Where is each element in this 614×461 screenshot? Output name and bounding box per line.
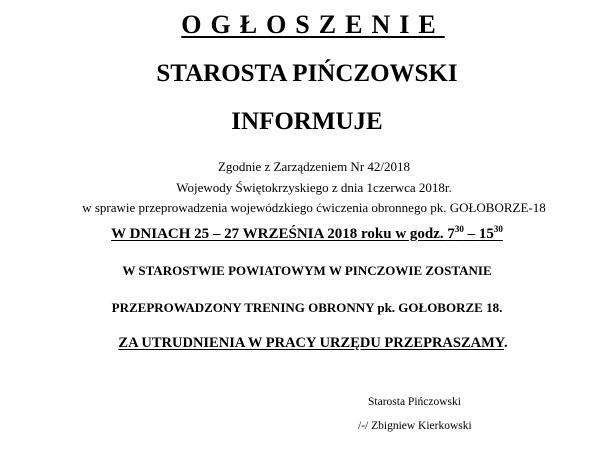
notice-line-1: W STAROSTWIE POWIATOWYM W PINCZOWIE ZOSTANIE bbox=[122, 263, 492, 278]
apology-line bbox=[6, 335, 614, 352]
announcement-heading: OGŁOSZENIE bbox=[181, 10, 445, 39]
start-hour: 7 bbox=[447, 226, 455, 242]
notice-line-2: PRZEPROWADZONY TRENING OBRONNY pk. GOŁOBORZE 18. bbox=[111, 300, 503, 315]
announcement-heading-block bbox=[0, 10, 614, 40]
schedule-text: W DNIACH 25 – 27 WRZEŚNIA 2018 roku w godz. bbox=[111, 226, 448, 242]
signature-title: Starosta Pińczowski bbox=[368, 396, 461, 408]
apology-period: . bbox=[503, 335, 508, 351]
end-hour: 15 bbox=[478, 226, 494, 242]
reference-line-3: w sprawie przeprowadzenia wojewódzkiego ćwiczenia obronnego pk. GOŁOBORZE-18 bbox=[82, 200, 546, 215]
informs-title: INFORMUJE bbox=[231, 108, 383, 135]
issuer-title: STAROSTA PIŃCZOWSKI bbox=[156, 60, 458, 87]
reference-line-1: Zgodnie z Zarządzeniem Nr 42/2018 bbox=[217, 159, 411, 174]
time-separator: – bbox=[463, 226, 479, 242]
end-minutes: 30 bbox=[493, 224, 503, 234]
apology-text: ZA UTRUDNIENIA W PRACY URZĘDU PRZEPRASZAMY bbox=[118, 335, 504, 351]
start-minutes: 30 bbox=[454, 224, 464, 234]
schedule-line bbox=[0, 226, 614, 243]
reference-line-2: Wojewody Świętokrzyskiego z dnia 1czerwca 2018r. bbox=[176, 180, 452, 195]
signature-name: /-/ Zbigniew Kierkowski bbox=[358, 420, 472, 432]
